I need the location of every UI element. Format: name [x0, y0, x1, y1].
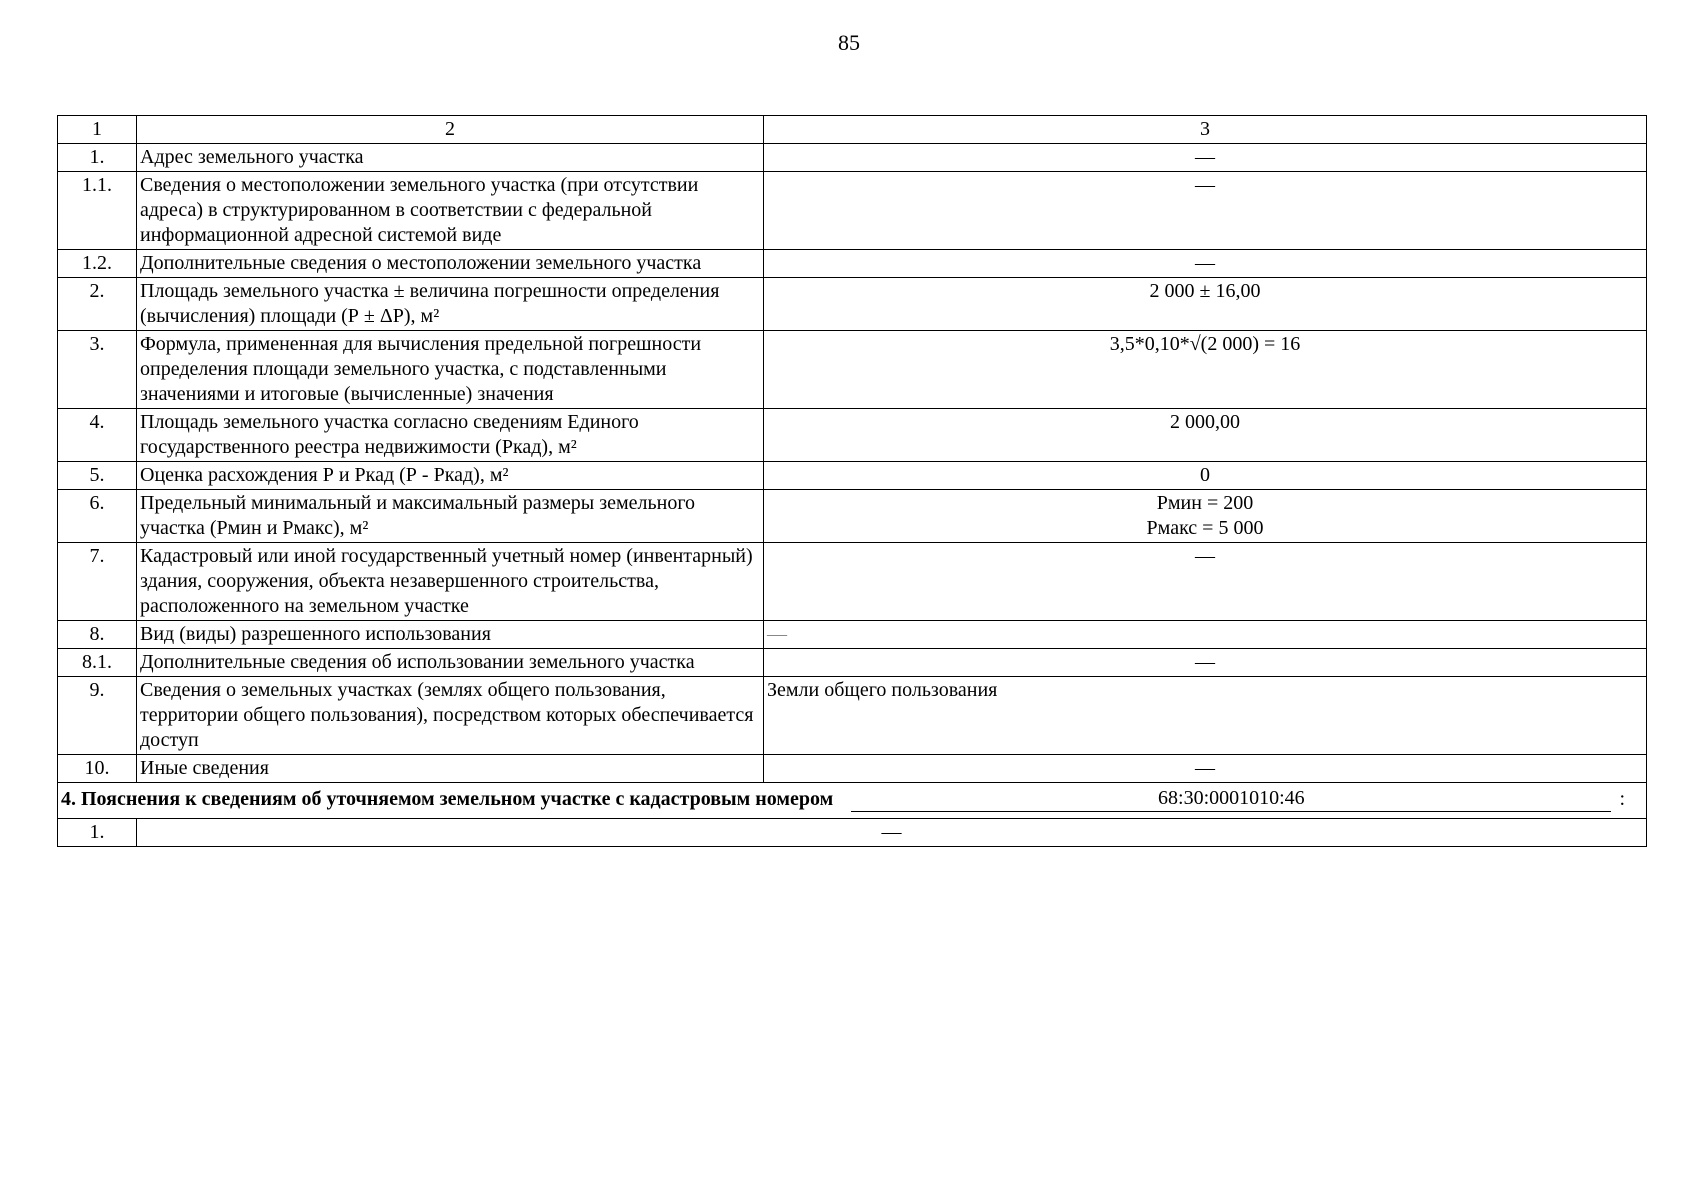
row-value: Земли общего пользования — [764, 677, 1647, 755]
page-number: 85 — [838, 30, 860, 55]
table-row — [58, 621, 1647, 649]
row-value: — — [137, 819, 1647, 847]
row-value: — — [764, 172, 1647, 250]
table-row — [58, 490, 1647, 543]
row-name: Площадь земельного участка согласно сведениям Единого государственного реестра недвижимости (Ркад), м² — [137, 409, 764, 462]
row-number: 4. — [58, 409, 137, 462]
header-col-1: 1 — [58, 116, 137, 144]
table-row — [58, 819, 1647, 847]
max-size-value: Рмакс = 5 000 — [1146, 517, 1264, 539]
row-value: — — [764, 755, 1647, 783]
row-name: Площадь земельного участка ± величина погрешности определения (вычисления) площади (Р ± ΔР), м² — [137, 278, 764, 331]
cadastral-number: 68:30:0001010:46 — [851, 786, 1611, 812]
row-name: Адрес земельного участка — [137, 144, 764, 172]
row-name: Предельный минимальный и максимальный размеры земельного участка (Рмин и Рмакс), м² — [137, 490, 764, 543]
row-name: Оценка расхождения Р и Ркад (Р - Ркад), м² — [137, 462, 764, 490]
table-row — [58, 331, 1647, 409]
table-row — [58, 250, 1647, 278]
row-value: — — [764, 250, 1647, 278]
row-value-multiline — [764, 490, 1647, 543]
row-number: 3. — [58, 331, 137, 409]
table-row — [58, 755, 1647, 783]
row-value: — — [764, 649, 1647, 677]
row-number: 8.1. — [58, 649, 137, 677]
table-row — [58, 677, 1647, 755]
row-name: Кадастровый или иной государственный учетный номер (инвентарный) здания, сооружения, объекта незавершенного строительства, расположенного на земельном участке — [137, 543, 764, 621]
section-4-title: 4. Пояснения к сведениям об уточняемом земельном участке с кадастровым номером — [61, 788, 834, 810]
header-col-2: 2 — [137, 116, 764, 144]
row-name: Иные сведения — [137, 755, 764, 783]
section-4-colon: : — [1619, 788, 1625, 810]
row-name: Дополнительные сведения об использовании земельного участка — [137, 649, 764, 677]
row-number: 5. — [58, 462, 137, 490]
table-row — [58, 144, 1647, 172]
table-row — [58, 543, 1647, 621]
row-value: — — [764, 543, 1647, 621]
row-value: — — [764, 144, 1647, 172]
min-size-value: Рмин = 200 — [1156, 492, 1254, 514]
row-name: Дополнительные сведения о местоположении земельного участка — [137, 250, 764, 278]
row-number: 1.2. — [58, 250, 137, 278]
table-row — [58, 409, 1647, 462]
table-row — [58, 172, 1647, 250]
row-number: 8. — [58, 621, 137, 649]
row-name: Формула, примененная для вычисления предельной погрешности определения площади земельного участка, с подставленными значениями и итоговые (вычисленные) значения — [137, 331, 764, 409]
table-header-row — [58, 116, 1647, 144]
table-row — [58, 278, 1647, 331]
row-number: 2. — [58, 278, 137, 331]
section-4-header-row — [58, 783, 1647, 819]
row-value: — — [764, 621, 1647, 649]
row-number: 9. — [58, 677, 137, 755]
row-number: 1.1. — [58, 172, 137, 250]
row-value: 2 000,00 — [764, 409, 1647, 462]
table-row — [58, 462, 1647, 490]
land-plot-info-table — [57, 115, 1647, 847]
row-value: 0 — [764, 462, 1647, 490]
row-number: 10. — [58, 755, 137, 783]
row-name: Вид (виды) разрешенного использования — [137, 621, 764, 649]
table-row — [58, 649, 1647, 677]
row-number: 7. — [58, 543, 137, 621]
row-name: Сведения о местоположении земельного участка (при отсутствии адреса) в структурированном в соответствии с федеральной информационной адресной системой виде — [137, 172, 764, 250]
row-number: 1. — [58, 819, 137, 847]
section-4-header — [58, 783, 1647, 819]
row-number: 6. — [58, 490, 137, 543]
row-number: 1. — [58, 144, 137, 172]
row-value: 3,5*0,10*√(2 000) = 16 — [764, 331, 1647, 409]
row-value: 2 000 ± 16,00 — [764, 278, 1647, 331]
row-name: Сведения о земельных участках (землях общего пользования, территории общего пользования), посредством которых обеспечивается доступ — [137, 677, 764, 755]
header-col-3: 3 — [764, 116, 1647, 144]
